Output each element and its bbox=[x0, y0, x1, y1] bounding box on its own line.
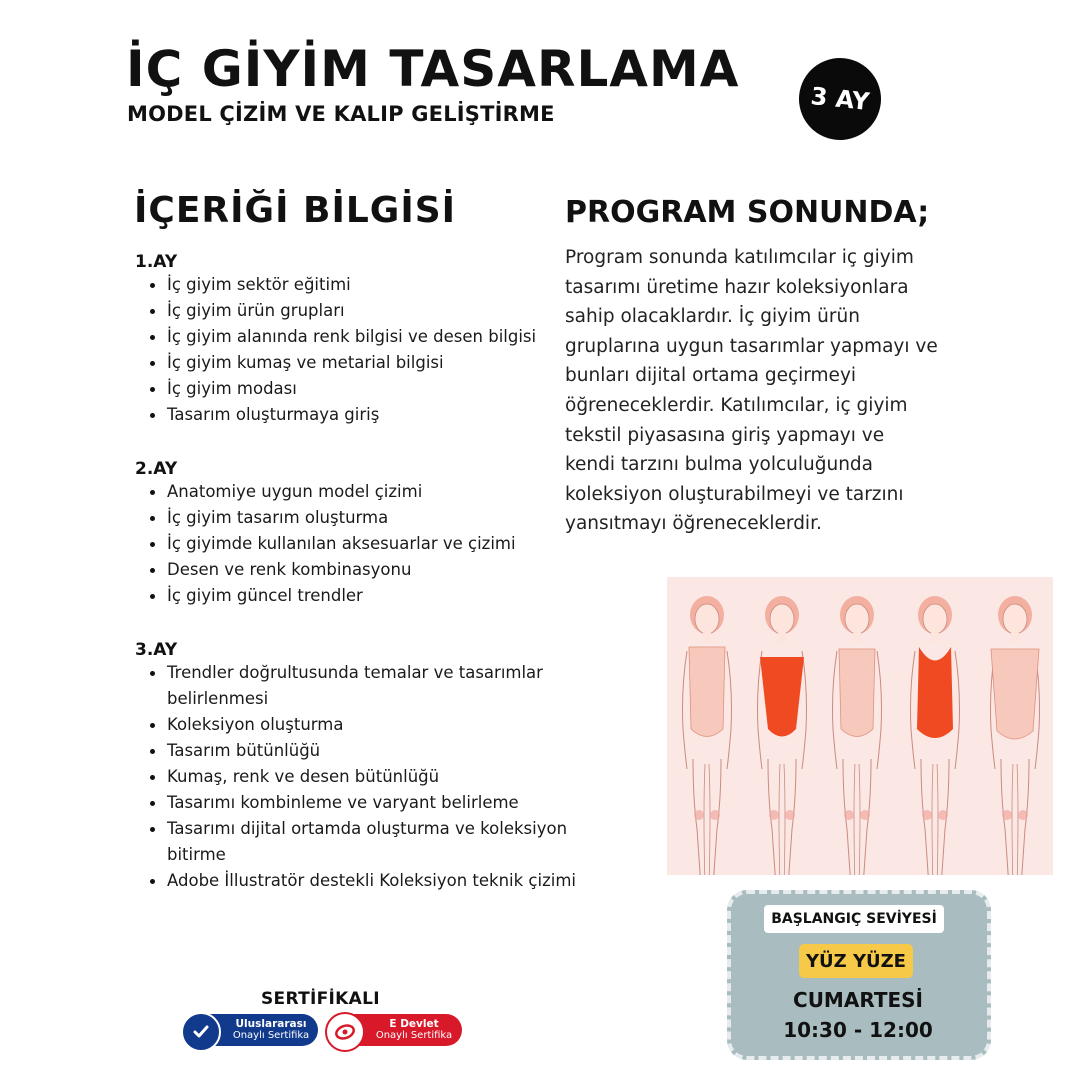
figure-2 bbox=[758, 596, 807, 875]
month-label: 1.AY bbox=[135, 252, 178, 272]
mode-badge: YÜZ YÜZE bbox=[799, 944, 913, 978]
list-item: İç giyim alanında renk bilgisi ve desen bilgisi bbox=[135, 324, 587, 350]
level-badge: BAŞLANGIÇ SEVİYESİ bbox=[764, 905, 944, 933]
edevlet-line1: E Devlet bbox=[389, 1018, 439, 1030]
figure-4 bbox=[911, 596, 960, 875]
list-item: Adobe İllustratör destekli Koleksiyon teknik çizimi bbox=[135, 868, 587, 894]
list-item: Kumaş, renk ve desen bütünlüğü bbox=[135, 764, 587, 790]
list-item: İç giyim ürün grupları bbox=[135, 298, 587, 324]
list-item: İç giyim sektör eğitimi bbox=[135, 272, 587, 298]
content-heading: İÇERİĞİ BİLGİSİ bbox=[134, 190, 457, 231]
list-item: İç giyim tasarım oluşturma bbox=[135, 505, 587, 531]
figure-3 bbox=[833, 596, 882, 875]
list-item: İç giyimde kullanılan aksesuarlar ve çizimi bbox=[135, 531, 587, 557]
edevlet-line2: Onaylı Sertifika bbox=[375, 1030, 453, 1041]
outcome-paragraph: Program sonunda katılımcılar iç giyim tasarımı üretime hazır koleksiyonlara sahip olacaklardır. İç giyim ürün gruplarına uygun tasarımlar yapmayı ve bunları dijital ortama geçirmeyi öğreneceklerdir. Katılımcılar, iç giyim tekstil piyasasına giriş yapmayı ve kendi tarzını bulma yolculuğunda koleksiyon oluşturabilmeyi ve tarzını yansıtmayı öğreneceklerdir. bbox=[565, 247, 938, 535]
certificate-label: SERTİFİKALI bbox=[261, 989, 380, 1009]
list-item: Tasarımı kombinleme ve varyant belirleme bbox=[135, 790, 587, 816]
month-3-section bbox=[135, 640, 587, 894]
international-line2: Onaylı Sertifika bbox=[232, 1030, 310, 1041]
month-1-section bbox=[135, 252, 587, 428]
month-2-section bbox=[135, 459, 587, 609]
list-item: Trendler doğrultusunda temalar ve tasarımlar belirlenmesi bbox=[135, 660, 587, 712]
duration-badge: 3 AY bbox=[795, 54, 885, 144]
list-item: İç giyim kumaş ve metarial bilgisi bbox=[135, 350, 587, 376]
checkmark-icon bbox=[181, 1012, 221, 1052]
list-item: Tasarım oluşturmaya giriş bbox=[135, 402, 587, 428]
schedule-day: CUMARTESİ bbox=[793, 988, 923, 1012]
month-1-list bbox=[135, 272, 587, 428]
outcome-heading: PROGRAM SONUNDA; bbox=[565, 195, 930, 230]
schedule-time: 10:30 - 12:00 bbox=[783, 1018, 933, 1042]
page-title: İÇ GİYİM TASARLAMA bbox=[126, 40, 740, 98]
month-label: 3.AY bbox=[135, 640, 178, 660]
figure-1 bbox=[683, 596, 732, 875]
figure-5 bbox=[991, 596, 1040, 875]
month-3-list bbox=[135, 660, 587, 894]
list-item: Tasarımı dijital ortamda oluşturma ve koleksiyon bitirme bbox=[135, 816, 587, 868]
page-subtitle: MODEL ÇİZİM VE KALIP GELİŞTİRME bbox=[127, 102, 555, 126]
list-item: Desen ve renk kombinasyonu bbox=[135, 557, 587, 583]
list-item: Koleksiyon oluşturma bbox=[135, 712, 587, 738]
list-item: Anatomiye uygun model çizimi bbox=[135, 479, 587, 505]
month-label: 2.AY bbox=[135, 459, 178, 479]
month-2-list bbox=[135, 479, 587, 609]
list-item: Tasarım bütünlüğü bbox=[135, 738, 587, 764]
list-item: İç giyim güncel trendler bbox=[135, 583, 587, 609]
edevlet-logo-icon bbox=[325, 1012, 365, 1052]
list-item: İç giyim modası bbox=[135, 376, 587, 402]
figures-svg bbox=[667, 577, 1053, 875]
international-line1: Uluslararası bbox=[235, 1018, 307, 1030]
lingerie-models-illustration bbox=[667, 577, 1053, 875]
